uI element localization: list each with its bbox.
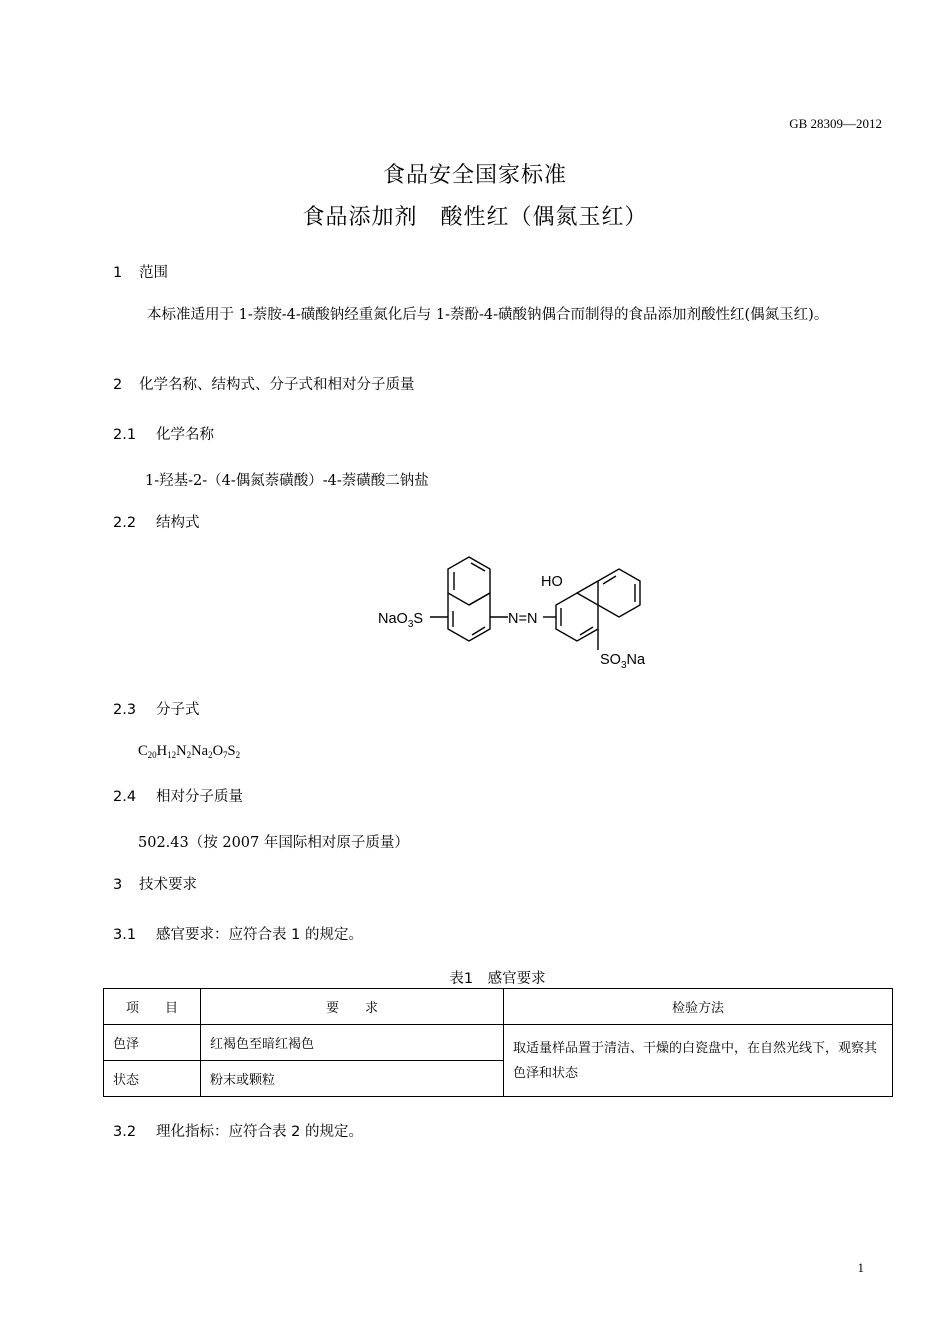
header-item: 项 目: [104, 989, 201, 1025]
section-title: 相对分子质量: [156, 789, 243, 805]
azo-label: N=N: [508, 611, 538, 627]
section-3-1-heading: [113, 923, 363, 944]
standard-number: GB 28309—2012: [789, 116, 882, 131]
section-2-1-heading: [113, 423, 214, 444]
section-title: 感官要求：应符合表 1 的规定。: [156, 927, 363, 943]
section-title: 分子式: [156, 702, 200, 718]
header-requirement: 要 求: [201, 989, 504, 1025]
section-number: 2.3: [113, 702, 137, 718]
section-number: 1: [113, 265, 123, 281]
hydroxyl-label: HO: [541, 574, 563, 590]
section-title: 化学名称、结构式、分子式和相对分子质量: [139, 377, 415, 393]
section-2-heading: [113, 373, 415, 394]
section-title: 化学名称: [156, 427, 214, 443]
scope-paragraph: 本标准适用于 1-萘胺-4-磺酸钠经重氮化后与 1-萘酚-4-磺酸钠偶合而制得的食品添加剂酸性红(偶氮玉红)。: [147, 307, 829, 323]
section-title: 技术要求: [139, 877, 197, 893]
table-row: [104, 1025, 893, 1061]
chemical-name: 1-羟基-2-（4-偶氮萘磺酸）-4-萘磺酸二钠盐: [145, 473, 429, 489]
header-method: 检验方法: [504, 989, 893, 1025]
section-title: 范围: [139, 265, 168, 281]
section-number: 2: [113, 377, 123, 393]
right-sulfonate-label: $SO_3Na$: [600, 652, 646, 671]
section-1-heading: [113, 261, 168, 282]
table-header-row: [104, 989, 893, 1025]
cell-method: 取适量样品置于清洁、干燥的白瓷盘中，在自然光线下，观察其色泽和状态: [504, 1025, 893, 1097]
section-number: 2.1: [113, 427, 137, 443]
cell-requirement: 红褐色至暗红褐色: [201, 1025, 504, 1061]
section-3-2-heading: [113, 1120, 363, 1141]
section-number: 3.1: [113, 927, 137, 943]
table-1-caption: 表1 感官要求: [449, 971, 546, 987]
molecular-mass: 502.43（按 2007 年国际相对原子质量）: [138, 835, 409, 851]
cell-requirement: 粉末或颗粒: [201, 1061, 504, 1097]
section-3-heading: [113, 873, 197, 894]
section-2-4-heading: [113, 785, 243, 806]
section-title: 结构式: [156, 515, 200, 531]
section-2-3-heading: [113, 698, 200, 719]
structural-formula: [370, 550, 670, 675]
section-number: 3.2: [113, 1124, 137, 1140]
cell-item: 状态: [104, 1061, 201, 1097]
section-number: 2.4: [113, 789, 137, 805]
page-number: 1: [857, 1260, 864, 1275]
molecular-formula: $C_{20}H_{12}N_2Na_2O_7S_2$: [138, 743, 241, 760]
section-2-2-heading: [113, 511, 200, 532]
section-number: 3: [113, 877, 123, 893]
section-number: 2.2: [113, 515, 137, 531]
left-sulfonate-label: NaO$_3$S: [378, 611, 424, 630]
cell-item: 色泽: [104, 1025, 201, 1061]
sensory-requirements-table: [103, 988, 893, 1097]
title-line-2: 食品添加剂 酸性红（偶氮玉红）: [302, 205, 648, 230]
section-title: 理化指标：应符合表 2 的规定。: [156, 1124, 363, 1140]
title-line-1: 食品安全国家标准: [382, 163, 567, 188]
